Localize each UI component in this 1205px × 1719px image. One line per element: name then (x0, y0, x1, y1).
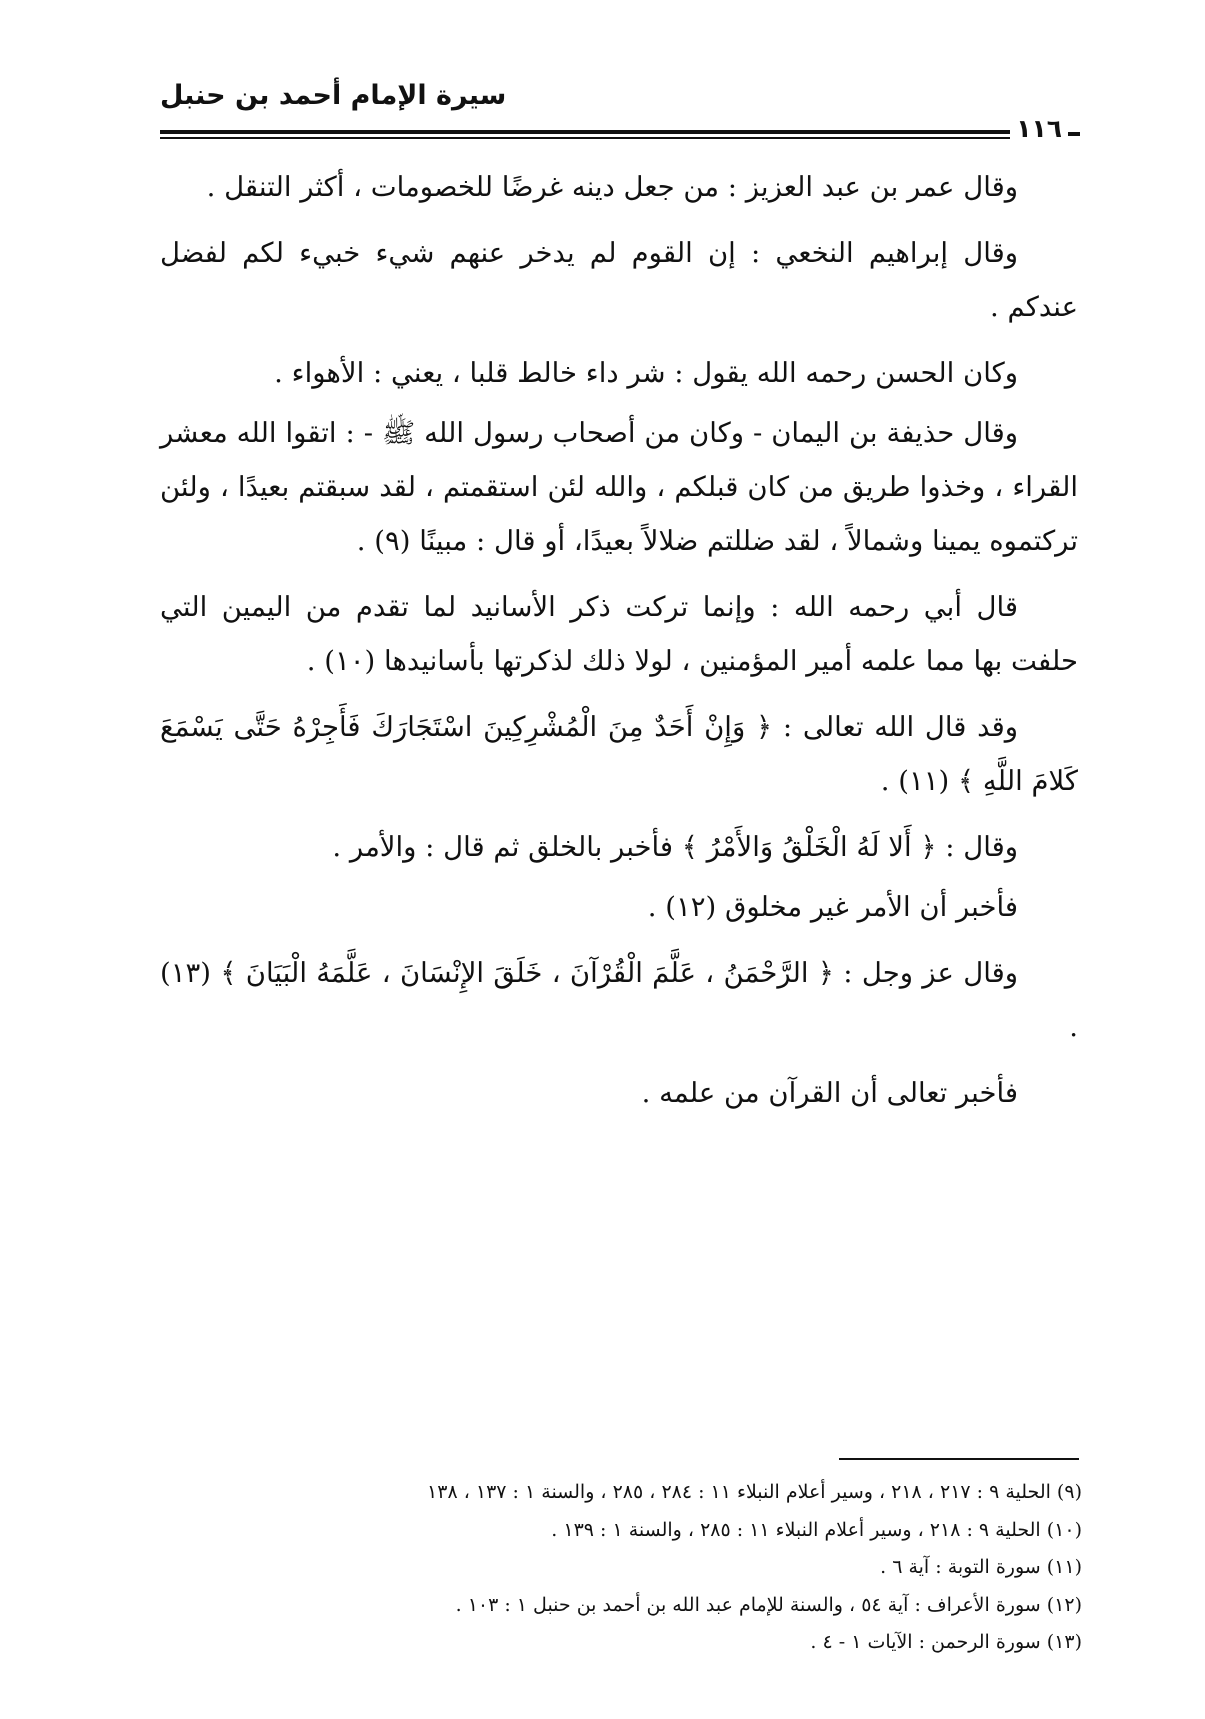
paragraph: وقال : ﴿ أَلا لَهُ الْخَلْقُ وَالأَمْرُ ﴾ فأخبر بالخلق ثم قال : والأمر . (332, 831, 1018, 863)
footnote-separator (839, 1458, 1079, 1460)
footnotes (160, 1474, 1082, 1662)
paragraph: وقال عمر بن عبد العزيز : من جعل دينه غرضًا للخصومات ، أكثر التنقل . (206, 171, 1018, 203)
header-rule (160, 130, 1020, 134)
running-title: سيرة الإمام أحمد بن حنبل (160, 80, 507, 111)
page-header (160, 80, 1080, 143)
footnote: (١٢) سورة الأعراف : آية ٥٤ ، والسنة للإمام عبد الله بن أحمد بن حنبل ١ : ١٠٣ . (455, 1593, 1082, 1616)
page-body (160, 160, 1078, 1132)
paragraph: فأخبر تعالى أن القرآن من علمه . (641, 1077, 1018, 1109)
paragraph: وكان الحسن رحمه الله يقول : شر داء خالط قلبا ، يعني : الأهواء . (274, 357, 1018, 389)
footnote: (١٣) سورة الرحمن : الآيات ١ - ٤ . (810, 1631, 1082, 1653)
page-number: ١١٦ (1010, 114, 1068, 143)
paragraph: وقال إبراهيم النخعي : إن القوم لم يدخر عنهم شيء خبيء لكم لفضل عندكم . (160, 237, 1078, 323)
paragraph: وقد قال الله تعالى : ﴿ وَإِنْ أَحَدٌ مِنَ الْمُشْرِكِينَ اسْتَجَارَكَ فَأَجِرْهُ حَتَّى يَسْمَعَ كَلامَ اللَّهِ ﴾ (١١) . (160, 711, 1078, 797)
paragraph: فأخبر أن الأمر غير مخلوق (١٢) . (647, 891, 1018, 923)
header-rule-thin (160, 137, 1020, 139)
paragraph: وقال حذيفة بن اليمان - وكان من أصحاب رسول الله ﷺ - : اتقوا الله معشر القراء ، وخذوا طريق من كان قبلكم ، والله لئن استقمتم ، لقد سبقتم بعيدًا ، ولئن تركتموه يمينا وشمالاً ، لقد ضللتم ضلالاً بعيدًا، أو قال : مبينًا (٩) . (160, 417, 1078, 557)
footnote: (٩) الحلية ٩ : ٢١٧ ، ٢١٨ ، وسير أعلام النبلاء ١١ : ٢٨٤ ، ٢٨٥ ، والسنة ١ : ١٣٧ ، ١٣٨ (427, 1481, 1082, 1503)
footnote: (١١) سورة التوبة : آية ٦ . (880, 1556, 1082, 1578)
paragraph: قال أبي رحمه الله : وإنما تركت ذكر الأسانيد لما تقدم من اليمين التي حلفت بها مما علمه أمير المؤمنين ، لولا ذلك لذكرتها بأسانيدها (١٠) . (160, 591, 1078, 677)
paragraph: وقال عز وجل : ﴿ الرَّحْمَنُ ، عَلَّمَ الْقُرْآنَ ، خَلَقَ الإِنْسَانَ ، عَلَّمَهُ الْبَيَانَ ﴾ (١٣) . (160, 957, 1078, 1043)
footnote: (١٠) الحلية ٩ : ٢١٨ ، وسير أعلام النبلاء ١١ : ٢٨٥ ، والسنة ١ : ١٣٩ . (551, 1518, 1082, 1541)
